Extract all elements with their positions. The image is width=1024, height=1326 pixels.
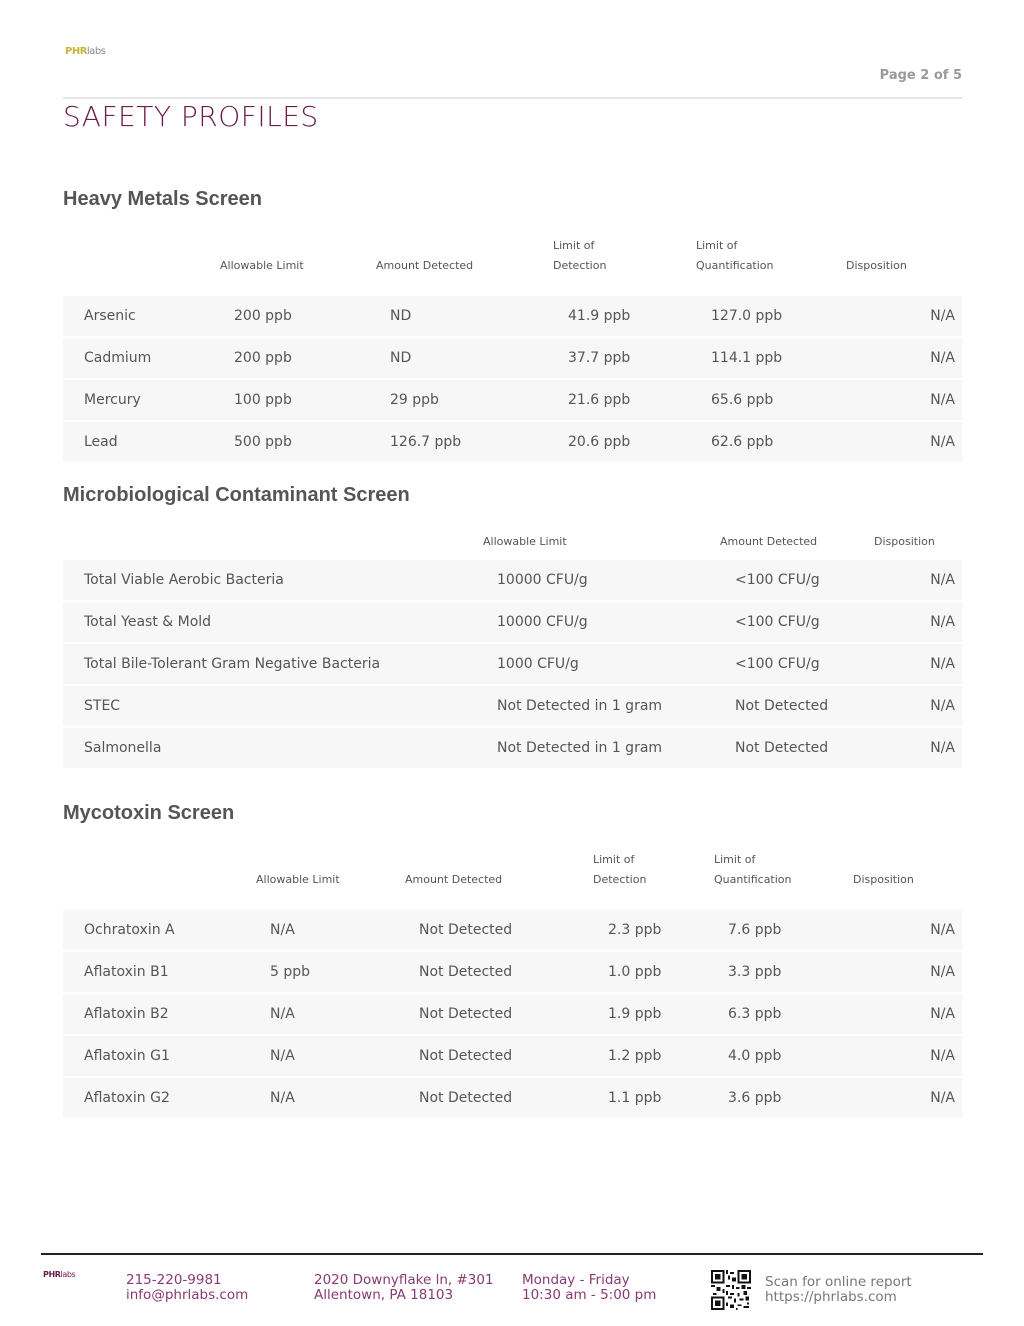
analyte-name: Cadmium <box>84 350 152 366</box>
disposition: N/A <box>930 740 955 756</box>
analyte-name: Aflatoxin B2 <box>84 1006 169 1022</box>
disposition: N/A <box>930 434 955 450</box>
col-allowable-limit: Allowable Limit <box>220 259 304 272</box>
col-lod-line1: Limit of <box>593 853 635 866</box>
analyte-name: Mercury <box>84 392 141 408</box>
col-amount-detected: Amount Detected <box>720 535 818 548</box>
footer-address <box>314 1273 494 1303</box>
table-row <box>63 296 962 336</box>
table-row <box>63 560 962 600</box>
analyte-name: Total Yeast & Mold <box>84 614 212 630</box>
disposition: N/A <box>930 1048 955 1064</box>
amount-detected: ND <box>390 350 412 366</box>
limit-of-quantification: 6.3 ppb <box>728 1006 782 1022</box>
disposition: N/A <box>930 308 955 324</box>
table-header <box>63 850 962 910</box>
company-logo <box>65 46 105 57</box>
table-row <box>63 422 962 462</box>
col-limit-of-quantification <box>714 850 792 890</box>
footer-logo <box>43 1270 75 1279</box>
table-row <box>63 1036 962 1076</box>
disposition: N/A <box>930 964 955 980</box>
disposition: N/A <box>930 922 955 938</box>
disposition: N/A <box>930 392 955 408</box>
table-row <box>63 686 962 726</box>
amount-detected: <100 CFU/g <box>735 572 820 588</box>
analyte-name: Aflatoxin G1 <box>84 1048 170 1064</box>
allowable-limit: 5 ppb <box>270 964 311 980</box>
col-lod-line2: Detection <box>593 873 647 886</box>
heavy-metals-title: Heavy Metals Screen <box>63 188 263 210</box>
table-row <box>63 380 962 420</box>
table-row <box>63 338 962 378</box>
table-row <box>63 644 962 684</box>
limit-of-quantification: 7.6 ppb <box>728 922 782 938</box>
microbiological-table <box>63 532 962 770</box>
limit-of-detection: 2.3 ppb <box>608 922 662 938</box>
analyte-name: Arsenic <box>84 308 136 324</box>
footer-hours <box>522 1273 656 1303</box>
col-disposition: Disposition <box>846 259 907 272</box>
analyte-name: Lead <box>84 434 118 450</box>
table-row <box>63 910 962 950</box>
logo-labs: labs <box>86 46 106 57</box>
disposition: N/A <box>930 1090 955 1106</box>
limit-of-quantification: 3.3 ppb <box>728 964 782 980</box>
table-row <box>63 1078 962 1118</box>
header-divider <box>63 97 962 99</box>
col-lod-line2: Detection <box>553 259 607 272</box>
allowable-limit: 100 ppb <box>234 392 292 408</box>
col-limit-of-detection <box>553 236 606 276</box>
table-header <box>63 532 962 560</box>
scan-label: Scan for online report <box>765 1274 912 1290</box>
page-title: SAFETY PROFILES <box>63 100 319 133</box>
table-row <box>63 602 962 642</box>
address-line-2: Allentown, PA 18103 <box>314 1287 454 1303</box>
disposition: N/A <box>930 572 955 588</box>
allowable-limit: 500 ppb <box>234 434 292 450</box>
col-loq-line2: Quantification <box>696 259 774 272</box>
limit-of-detection: 1.1 ppb <box>608 1090 662 1106</box>
col-limit-of-quantification <box>696 236 774 276</box>
amount-detected: Not Detected <box>419 1006 513 1022</box>
footer-contact <box>126 1273 248 1303</box>
heavy-metals-table <box>63 236 962 464</box>
limit-of-detection: 1.2 ppb <box>608 1048 662 1064</box>
allowable-limit: Not Detected in 1 gram <box>497 698 663 714</box>
allowable-limit: 10000 CFU/g <box>497 614 588 630</box>
col-loq-line1: Limit of <box>696 239 738 252</box>
limit-of-quantification: 4.0 ppb <box>728 1048 782 1064</box>
disposition: N/A <box>930 350 955 366</box>
amount-detected: Not Detected <box>735 698 829 714</box>
allowable-limit: N/A <box>270 1090 295 1106</box>
col-lod-line1: Limit of <box>553 239 595 252</box>
col-disposition: Disposition <box>853 873 914 886</box>
limit-of-detection: 1.9 ppb <box>608 1006 662 1022</box>
amount-detected: Not Detected <box>419 964 513 980</box>
col-amount-detected: Amount Detected <box>405 873 503 886</box>
heavy-metals-rows <box>63 296 962 462</box>
col-allowable-limit: Allowable Limit <box>483 535 567 548</box>
allowable-limit: N/A <box>270 922 295 938</box>
mycotoxin-title: Mycotoxin Screen <box>63 802 235 824</box>
table-header <box>63 236 962 296</box>
table-row <box>63 994 962 1034</box>
amount-detected: Not Detected <box>735 740 829 756</box>
limit-of-quantification: 127.0 ppb <box>711 308 783 324</box>
page-number: Page 2 of 5 <box>879 68 962 83</box>
col-limit-of-detection <box>593 850 646 890</box>
analyte-name: Salmonella <box>84 740 162 756</box>
limit-of-detection: 37.7 ppb <box>568 350 631 366</box>
analyte-name: Aflatoxin B1 <box>84 964 169 980</box>
analyte-name: Aflatoxin G2 <box>84 1090 170 1106</box>
col-allowable-limit: Allowable Limit <box>256 873 340 886</box>
disposition: N/A <box>930 614 955 630</box>
limit-of-quantification: 62.6 ppb <box>711 434 774 450</box>
limit-of-quantification: 65.6 ppb <box>711 392 774 408</box>
col-loq-line2: Quantification <box>714 873 792 886</box>
amount-detected: Not Detected <box>419 1048 513 1064</box>
col-amount-detected: Amount Detected <box>376 259 474 272</box>
scan-info <box>765 1275 912 1305</box>
limit-of-quantification: 114.1 ppb <box>711 350 783 366</box>
email-link[interactable]: info@phrlabs.com <box>126 1287 249 1303</box>
hours-days: Monday - Friday <box>522 1272 630 1288</box>
footer-logo-labs: labs <box>60 1270 76 1279</box>
amount-detected: <100 CFU/g <box>735 614 820 630</box>
allowable-limit: N/A <box>270 1006 295 1022</box>
allowable-limit: 200 ppb <box>234 350 292 366</box>
analyte-name: Total Bile-Tolerant Gram Negative Bacteria <box>84 656 381 672</box>
allowable-limit: N/A <box>270 1048 295 1064</box>
disposition: N/A <box>930 656 955 672</box>
limit-of-detection: 1.0 ppb <box>608 964 662 980</box>
table-row <box>63 952 962 992</box>
microbiological-rows <box>63 560 962 768</box>
disposition: N/A <box>930 698 955 714</box>
analyte-name: Total Viable Aerobic Bacteria <box>84 572 284 588</box>
limit-of-quantification: 3.6 ppb <box>728 1090 782 1106</box>
limit-of-detection: 21.6 ppb <box>568 392 631 408</box>
qr-code-icon[interactable] <box>710 1270 752 1310</box>
amount-detected: 29 ppb <box>390 392 439 408</box>
amount-detected: Not Detected <box>419 1090 513 1106</box>
allowable-limit: 10000 CFU/g <box>497 572 588 588</box>
analyte-name: Ochratoxin A <box>84 922 175 938</box>
hours-time: 10:30 am - 5:00 pm <box>522 1287 657 1303</box>
phone-number[interactable]: 215-220-9981 <box>126 1272 222 1288</box>
address-line-1: 2020 Downyflake ln, #301 <box>314 1272 494 1288</box>
allowable-limit: 200 ppb <box>234 308 292 324</box>
footer-divider <box>41 1253 983 1255</box>
analyte-name: STEC <box>84 698 121 714</box>
footer-logo-phr: PHR <box>43 1270 61 1279</box>
mycotoxin-rows <box>63 910 962 1118</box>
limit-of-detection: 20.6 ppb <box>568 434 631 450</box>
amount-detected: 126.7 ppb <box>390 434 462 450</box>
allowable-limit: 1000 CFU/g <box>497 656 579 672</box>
allowable-limit: Not Detected in 1 gram <box>497 740 663 756</box>
col-disposition: Disposition <box>874 535 935 548</box>
amount-detected: Not Detected <box>419 922 513 938</box>
disposition: N/A <box>930 1006 955 1022</box>
table-row <box>63 728 962 768</box>
limit-of-detection: 41.9 ppb <box>568 308 631 324</box>
microbiological-title: Microbiological Contaminant Screen <box>63 484 410 506</box>
mycotoxin-table <box>63 850 962 1120</box>
website-link[interactable]: https://phrlabs.com <box>765 1289 897 1305</box>
amount-detected: ND <box>390 308 412 324</box>
col-loq-line1: Limit of <box>714 853 756 866</box>
amount-detected: <100 CFU/g <box>735 656 820 672</box>
logo-phr: PHR <box>65 46 87 57</box>
